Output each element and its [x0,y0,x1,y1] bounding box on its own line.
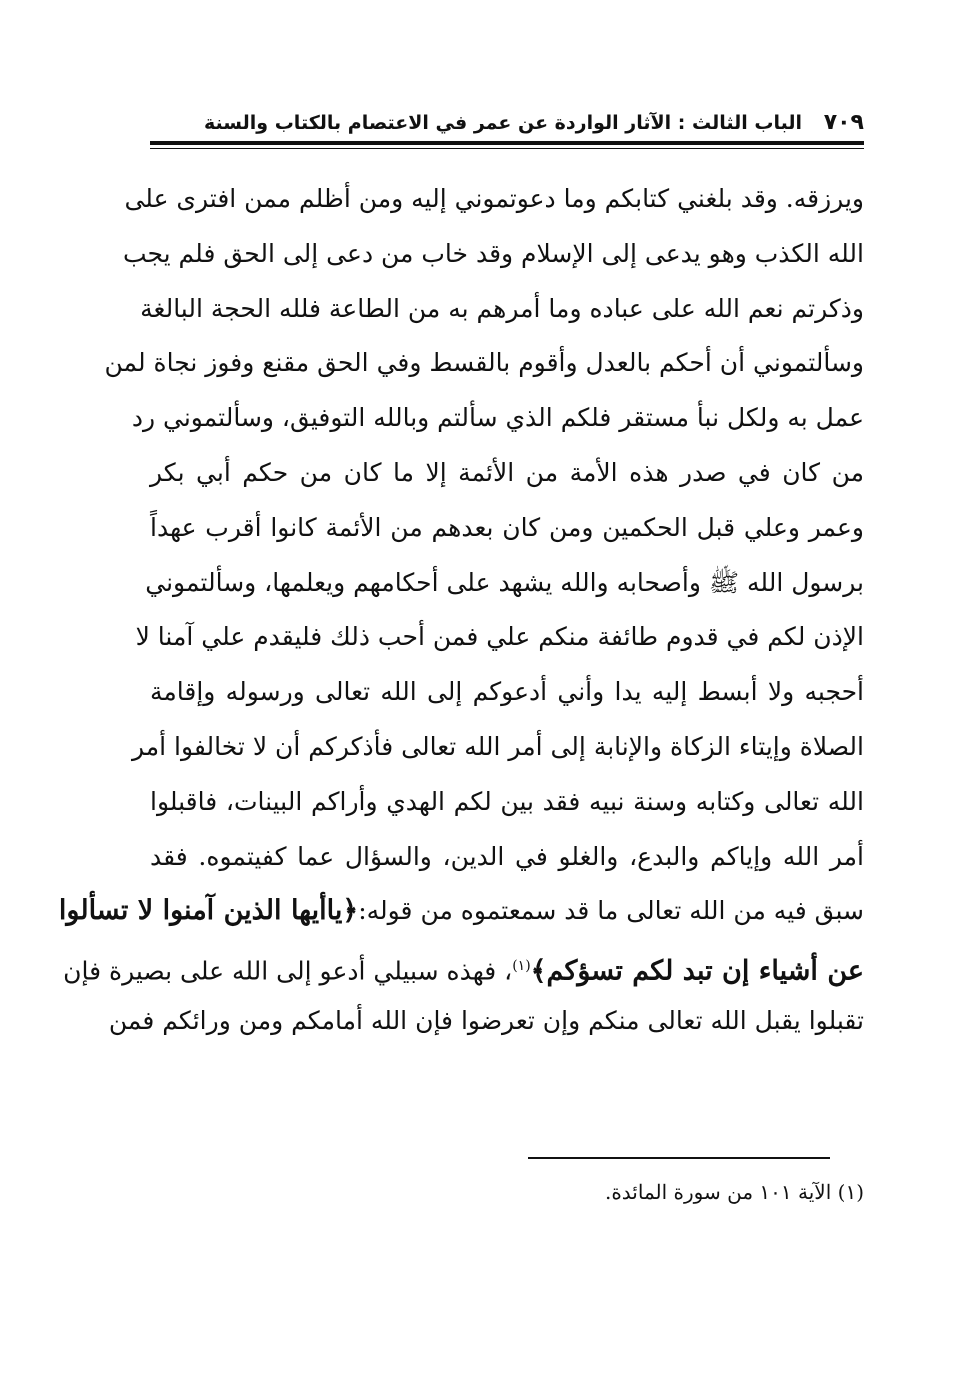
header-rule [150,141,864,145]
footnote-marker: (١) [512,958,531,975]
quran-verse: ﴿ياأيها الذين آمنوا لا تسألوا [58,895,359,927]
body-text [58,172,864,1049]
text-line: أحجبه ولا أبسط إليه يدا وأني أدعوكم إلى الله تعالى ورسوله وإقامة [150,677,864,707]
page-number: ٧٠٩ [823,110,864,135]
text-line: تقبلوا يقبل الله تعالى منكم وإن تعرضوا فإن الله أمامكم ومن ورائكم فمن [108,1005,864,1035]
line-prefix: سبق فيه من الله تعالى ما قد سمعتموه من قوله: [358,896,864,926]
text-line-quran-start [58,884,864,939]
quran-verse-end: عن أشياء إن تبد لكم تسؤكم﴾ [530,955,864,987]
chapter-title: الباب الثالث : الآثار الواردة عن عمر في الاعتصام بالكتاب والسنة [204,112,802,134]
text-line: وسألتموني أن أحكم بالعدل وأقوم بالقسط وفي الحق مقنع وفوز نجاة لمن [104,348,864,378]
text-line: الله تعالى وكتابه وسنة نبيه فقد بين لكم الهدي وأراكم البينات، فاقبلوا [150,786,864,816]
footnote: (١) الآية ١٠١ من سورة المائدة. [604,1180,864,1204]
text-line: وذكرتم نعم الله على عباده وما أمرهم به من الطاعة فلله الحجة البالغة [140,293,864,323]
text-line: الصلاة وإيتاء الزكاة والإنابة إلى أمر الله تعالى فأذكركم أن لا تخالفوا أمر [131,731,864,761]
header-rule-thin [150,148,864,149]
text-line: وعمر وعلي قبل الحكمين ومن كان بعدهم من الأئمة كانوا أقرب عهداً [150,512,864,542]
line-suffix: ، فهذه سبيلي أدعو إلى الله على بصيرة فإن [63,956,513,986]
text-line: الإذن لكم في قدوم طائفة منكم علي فمن أحب ذلك فليقدم علي آمنا لا [135,622,864,652]
text-line: برسول الله ﷺ وأصحابه والله يشهد على أحكامهم ويعلمها، وسألتموني [145,567,864,597]
text-line: الله الكذب وهو يدعى إلى الإسلام وقد خاب من دعى إلى الحق فلم يجب [122,238,864,268]
text-line: ويرزقه. وقد بلغني كتابكم وما دعوتموني إليه ومن أظلم ممن افترى على [124,184,864,213]
text-line: عمل به ولكل نبأ مستقر فلكم الذي سألتم وبالله التوفيق، وسألتموني رد [131,403,864,433]
text-line: من كان في صدر هذه الأمة من الأئمة إلا ما كان من حكم أبي بكر [150,457,864,487]
text-line: أمر الله وإياكم والبدع، والغلو في الدين، والسؤال عما كفيتموه. فقد [150,841,864,871]
footnote-separator [528,1157,830,1159]
text-line-quran-end [63,939,864,994]
